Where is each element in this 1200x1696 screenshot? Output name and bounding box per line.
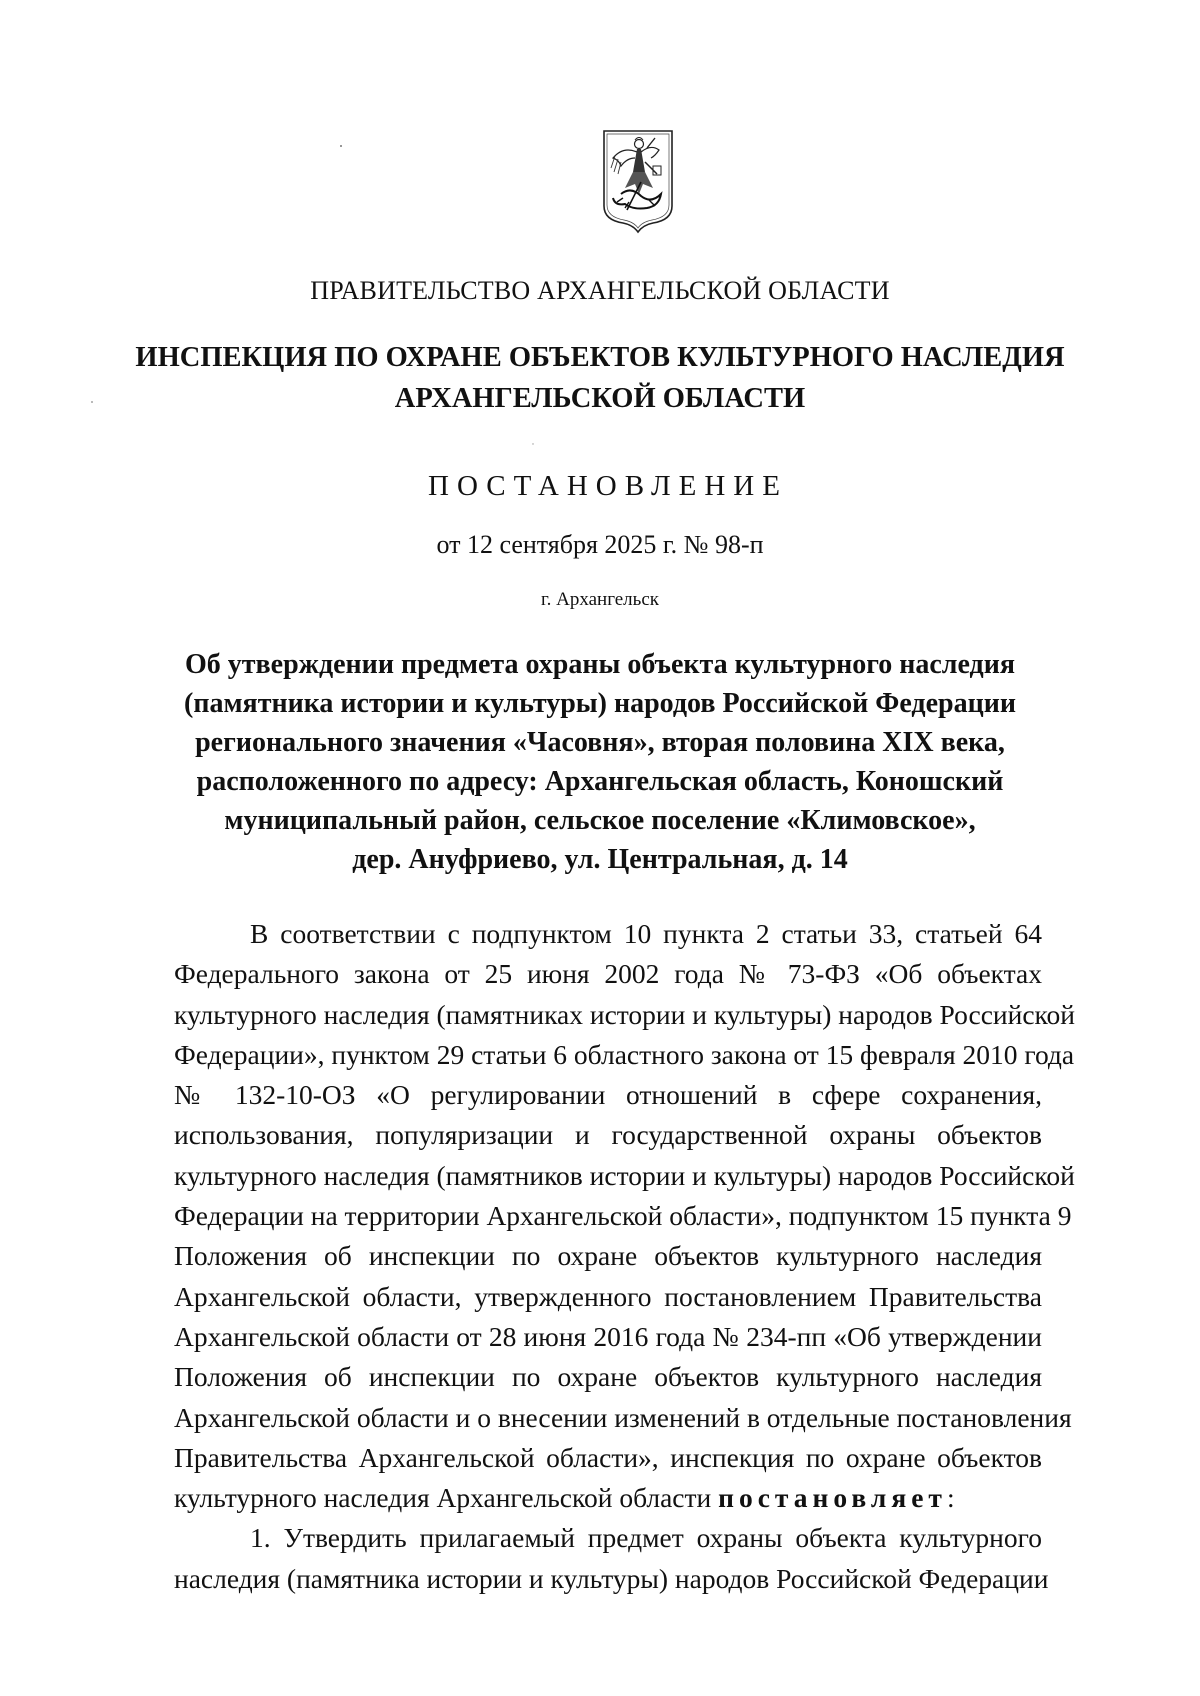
body-line: Федерации», пунктом 29 статьи 6 областного закона от 15 февраля 2010 года: [174, 1038, 1075, 1070]
body-line: использования, популяризации и государственной охраны объектов: [174, 1119, 1042, 1151]
title-line: расположенного по адресу: Архангельская область, Коношский: [196, 766, 1004, 797]
body-line: культурного наследия (памятниках истории и культуры) народов Российской: [174, 998, 1075, 1030]
inspection-name-line-1: ИНСПЕКЦИЯ ПО ОХРАНЕ ОБЪЕКТОВ КУЛЬТУРНОГО НАСЛЕДИЯ: [135, 342, 1065, 373]
title-line: (памятника истории и культуры) народов Российской Федерации: [184, 688, 1016, 719]
item-1-line: наследия (памятника истории и культуры) народов Российской Федерации: [174, 1562, 1049, 1594]
title-line: муниципальный район, сельское поселение «Климовское»,: [224, 805, 976, 836]
body-line: В соответствии с подпунктом 10 пункта 2 статьи 33, статьей 64: [250, 918, 1042, 949]
body-line: № 132-10-ОЗ «О регулировании отношений в сфере сохранения,: [174, 1079, 1042, 1111]
body-line: Федерального закона от 25 июня 2002 года № 73-ФЗ «Об объектах: [174, 958, 1042, 990]
inspection-name: [0, 337, 1200, 419]
body-line: Положения об инспекции по охране объектов культурного наследия: [174, 1240, 1042, 1272]
government-name: ПРАВИТЕЛЬСТВО АРХАНГЕЛЬСКОЙ ОБЛАСТИ: [310, 276, 890, 305]
document-type: ПОСТАНОВЛЕНИЕ: [428, 470, 788, 502]
item-1-line: 1. Утвердить прилагаемый предмет охраны объекта культурного: [250, 1522, 1042, 1554]
body-last-line-text: культурного наследия Архангельской области: [174, 1482, 719, 1514]
decree-word: постановляет: [718, 1482, 947, 1514]
body-line: Положения об инспекции по охране объектов культурного наследия: [174, 1361, 1042, 1393]
body-line: Федерации на территории Архангельской области», подпунктом 15 пункта 9: [174, 1200, 1072, 1232]
document-body: [174, 914, 1075, 1599]
body-line: Архангельской области от 28 июня 2016 года № 234-пп «Об утверждении: [174, 1320, 1042, 1352]
body-line: Архангельской области и о внесении изменений в отдельные постановления: [174, 1401, 1072, 1433]
body-line: Архангельской области, утвержденного постановлением Правительства: [174, 1280, 1042, 1312]
body-line: культурного наследия (памятников истории и культуры) народов Российской: [174, 1159, 1075, 1191]
title-line: дер. Ануфриево, ул. Центральная, д. 14: [352, 844, 848, 875]
title-line: регионального значения «Часовня», вторая половина XIX века,: [195, 727, 1005, 758]
document-title: [150, 645, 1050, 879]
document-city: г. Архангельск: [540, 589, 659, 610]
body-last-line: [174, 1478, 1042, 1518]
inspection-name-line-2: АРХАНГЕЛЬСКОЙ ОБЛАСТИ: [394, 383, 806, 414]
decree-colon: :: [946, 1482, 955, 1514]
document-date-number: от 12 сентября 2025 г. № 98-п: [436, 530, 764, 559]
body-line: Правительства Архангельской области», инспекция по охране объектов: [174, 1441, 1042, 1473]
title-line: Об утверждении предмета охраны объекта культурного наследия: [185, 649, 1015, 680]
